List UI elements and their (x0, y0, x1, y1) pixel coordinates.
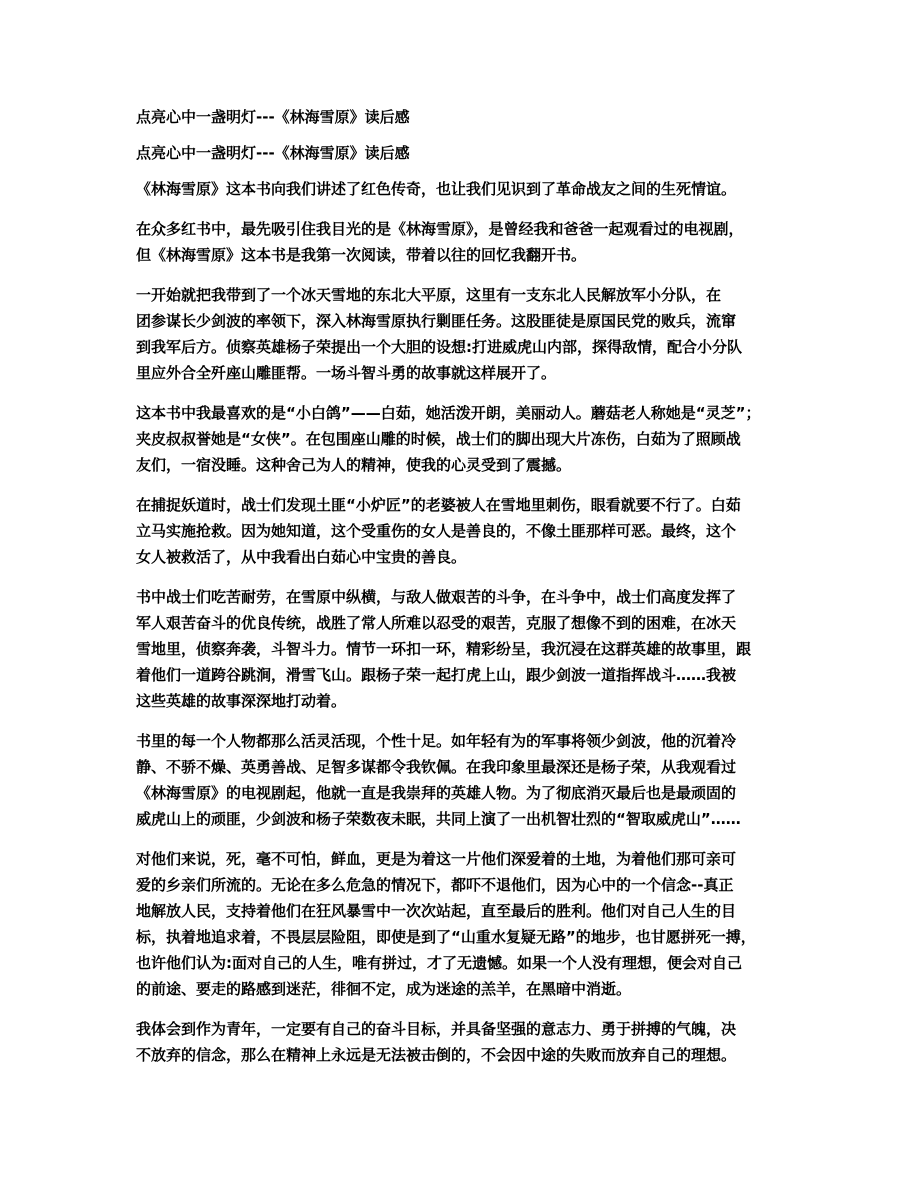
text-line: 一开始就把我带到了一个冰天雪地的东北大平原，这里有一支东北人民解放军小分队，在 (136, 286, 722, 304)
document-subtitle: 点亮心中一盏明灯---《林海雪原》读后感 (136, 144, 410, 162)
text-line: 威虎山上的顽匪，少剑波和杨子荣数夜未眠，共同上演了一出机智壮烈的“智取威虎山”…… (136, 810, 741, 828)
document-page (136, 104, 786, 1082)
text-line: 团参谋长少剑波的率领下，深入林海雪原执行剿匪任务。这股匪徒是原国民党的败兵，流窜 (136, 312, 737, 330)
paragraph-1 (136, 176, 786, 202)
text-line: 书中战士们吃苦耐劳，在雪原中纵横，与敌人做艰苦的斗争，在斗争中，战士们高度发挥了 (136, 588, 737, 606)
text-line: 静、不骄不燥、英勇善战、足智多谋都令我钦佩。在我印象里最深还是杨子荣，从我观看过 (136, 758, 737, 776)
text-line: 里应外合全歼座山雕匪帮。一场斗智斗勇的故事就这样展开了。 (136, 364, 557, 382)
text-line: 不放弃的信念，那么在精神上永远是无法被击倒的，不会因中途的失败而放弃自己的理想。 (136, 1046, 737, 1064)
text-line: 女人被救活了，从中我看出白茹心中宝贵的善良。 (136, 548, 467, 566)
text-line: 在捕捉妖道时，战士们发现土匪“小炉匠”的老婆被人在雪地里刺伤，眼看就要不行了。白茹 (136, 496, 741, 514)
text-line: 在众多红书中，最先吸引住我目光的是《林海雪原》，是曾经我和爸爸一起观看过的电视剧， (136, 220, 744, 238)
paragraph-3 (136, 282, 786, 386)
text-line: 对他们来说，死，毫不可怕，鲜血，更是为着这一片他们深爱着的土地，为着他们那可亲可 (136, 850, 737, 868)
text-line: 着他们一道跨谷跳涧，滑雪飞山。跟杨子荣一起打虎上山，跟少剑波一道指挥战斗……我被 (136, 666, 737, 684)
paragraph-8 (136, 846, 786, 1002)
text-line: 军人艰苦奋斗的优良传统，战胜了常人所难以忍受的艰苦，克服了想像不到的困难，在冰天 (136, 614, 737, 632)
text-line: 到我军后方。侦察英雄杨子荣提出一个大胆的设想:打进威虎山内部，探得敌情，配合小分队 (136, 338, 743, 356)
document-title: 点亮心中一盏明灯---《林海雪原》读后感 (136, 108, 410, 126)
text-line: 友们，一宿没睡。这种舍己为人的精神，使我的心灵受到了震撼。 (136, 456, 572, 474)
text-line: 标，执着地追求着，不畏层层险阻，即使是到了“山重水复疑无路”的地步，也甘愿拼死一搏， (136, 928, 756, 946)
paragraph-4 (136, 400, 786, 478)
text-line: 这本书中我最喜欢的是“小白鸽”——白茹，她活泼开朗，美丽动人。蘑菇老人称她是“灵芝”； (136, 404, 761, 422)
paragraph-6 (136, 584, 786, 714)
text-line: 《林海雪原》的电视剧起，他就一直是我崇拜的英雄人物。为了彻底消灭最后也是最顽固的 (136, 784, 737, 802)
paragraph-5 (136, 492, 786, 570)
paragraph-2 (136, 216, 786, 268)
text-line: 这些英雄的故事深深地打动着。 (136, 692, 347, 710)
text-line: 雪地里，侦察奔袭，斗智斗力。情节一环扣一环，精彩纷呈，我沉浸在这群英雄的故事里，跟 (136, 640, 752, 658)
text-line: 《林海雪原》这本书向我们讲述了红色传奇，也让我们见识到了革命战友之间的生死情谊。 (136, 180, 737, 198)
text-line: 的前途、要走的路感到迷茫，徘徊不定，成为迷途的羔羊，在黑暗中消逝。 (136, 980, 632, 998)
text-line: 夹皮叔叔誉她是“女侠”。在包围座山雕的时候，战士们的脚出现大片冻伤，白茹为了照顾战 (136, 430, 741, 448)
text-line: 地解放人民，支持着他们在狂风暴雪中一次次站起，直至最后的胜利。他们对自己人生的目 (136, 902, 737, 920)
text-line: 书里的每一个人物都那么活灵活现，个性十足。如年轻有为的军事将领少剑波，他的沉着冷 (136, 732, 737, 750)
text-line: 我体会到作为青年，一定要有自己的奋斗目标，并具备坚强的意志力、勇于拼搏的气魄，决 (136, 1020, 737, 1038)
text-line: 爱的乡亲们所流的。无论在多么危急的情况下，都吓不退他们，因为心中的一个信念--真正 (136, 876, 734, 894)
paragraph-9 (136, 1016, 786, 1068)
text-line: 也许他们认为:面对自己的人生，唯有拼过，才了无遗憾。如果一个人没有理想，便会对自己 (136, 954, 743, 972)
text-line: 立马实施抢救。因为她知道，这个受重伤的女人是善良的，不像土匪那样可恶。最终，这个 (136, 522, 737, 540)
paragraph-7 (136, 728, 786, 832)
text-line: 但《林海雪原》这本书是我第一次阅读，带着以往的回忆我翻开书。 (136, 246, 587, 264)
